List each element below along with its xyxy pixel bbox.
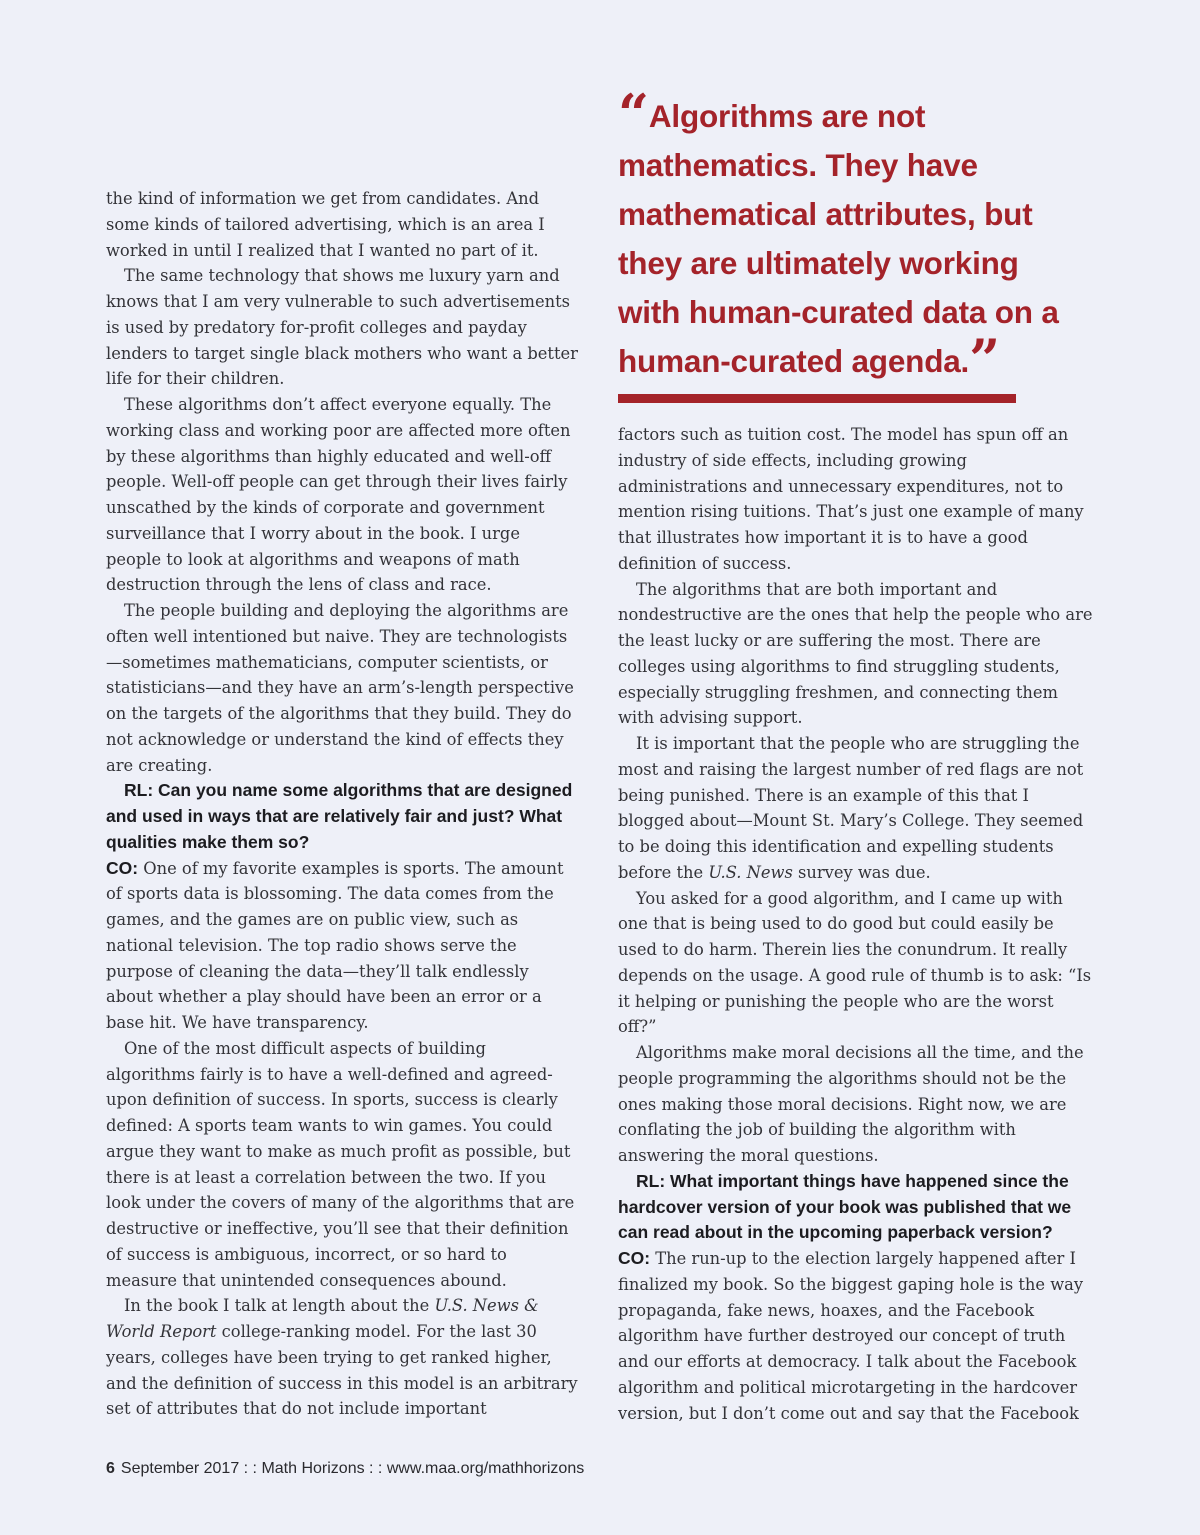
pull-quote [618,82,1088,391]
paragraph: You asked for a good algorithm, and I came up with one that is being used to do good but could easily be used to do harm. Therein lies the conundrum. It really depends on the usage. A good rule of thumb is to ask: “Is it helping or punishing the people who are the worst off?” [618,888,1092,1037]
open-quote-mark: “ [618,82,649,146]
pull-quote-text: Algorithms are not mathematics. They have mathematical attributes, but they are ultimately working with human-curated data on a human-curated agenda. [618,98,1059,379]
answer-text: The run-up to the election largely happened after I finalized my book. So the biggest gaping hole is the way propaganda, fake news, hoaxes, and the Facebook algorithm have further destroyed our concept of truth and our efforts at democracy. I talk about the Facebook algorithm and political microtargeting in the hardcover version, but I don’t come out and say that the Facebook [618,1249,1084,1423]
interview-question: RL: What important things have happened since the hardcover version of your book was published that we can read about in the upcoming paperback version? [618,1170,1072,1243]
pull-quote-rule [618,394,1016,403]
text-run: college-ranking model. For the last 30 years, colleges have been trying to get ranked higher, and the definition of success in this model is an arbitrary set of attributes that do not include important [106,1322,578,1419]
publication-title: U.S. News [708,862,793,882]
publication-title: U.S. News & World Report [106,1296,539,1341]
paragraph [618,731,1096,886]
speaker-label: CO: [618,1248,651,1268]
interview-answer [618,1246,1096,1426]
paragraph: These algorithms don’t affect everyone equally. The working class and working poor are affected more often by these algorithms than highly educated and well-off people. Well-off people can get through their lives fairly unscathed by the kinds of corporate and government surveillance that I worry about in the book. I urge people to look at algorithms and weapons of math destruction through the lens of class and race. [106,395,571,595]
paragraph: the kind of information we get from candidates. And some kinds of tailored advertising, which is an area I worked in until I realized that I wanted no part of it. [106,189,545,260]
paragraph: factors such as tuition cost. The model has spun off an industry of side effects, including growing administrations and unnecessary expenditures, not to mention rising tuitions. That’s just one example of many that illustrates how important it is to have a good definition of success. [618,425,1084,573]
speaker-label: CO: [106,857,139,878]
page-number: 6 [106,1460,115,1477]
text-run: It is important that the people who are struggling the most and raising the largest number of red flags are not being punished. There is an example of this that I blogged about—Mount St. Mary’s College. They seemed to be doing this identification and expelling students before the [618,734,1084,882]
paragraph [106,1293,580,1422]
paragraph: The people building and deploying the algorithms are often well intentioned but naive. They are technologists—sometimes mathematicians, computer scientists, or statisticians—and they have an arm’s-length perspective on the targets of the algorithms that they build. They do not acknowledge or understand the kind of effects they are creating. [106,601,574,775]
left-column [106,186,580,1422]
paragraph: One of the most difficult aspects of building algorithms fairly is to have a well-defined and agreed-upon definition of success. In sports, success is clearly defined: A sports team wants to win games. You could argue they want to make as much profit as possible, but there is at least a correlation between the two. If you look under the covers of many of the algorithms that are destructive or ineffective, you’ll see that their definition of success is ambiguous, incorrect, or so hard to measure that unintended consequences abound. [106,1038,575,1290]
paragraph: The algorithms that are both important and nondestructive are the ones that help the people who are the least lucky or are suffering the most. There are colleges using algorithms to find struggling students, especially struggling freshmen, and connecting them with advising support. [618,579,1093,728]
paragraph: The same technology that shows me luxury yarn and knows that I am very vulnerable to such advertisements is used by predatory for-profit colleges and payday lenders to target single black mothers who want a better life for their children. [106,266,578,389]
text-run: In the book I talk at length about the [124,1296,435,1316]
footer-text: September 2017 : : Math Horizons : : www.maa.org/mathhorizons [120,1460,585,1477]
right-column [618,422,1096,1426]
page-footer [106,1460,584,1478]
close-quote-mark: ” [969,327,1000,391]
paragraph: Algorithms make moral decisions all the time, and the people programming the algorithms should not be the ones making those moral decisions. Right now, we are conflating the job of building the algorithm with answering the moral questions. [618,1043,1084,1165]
interview-question: RL: Can you name some algorithms that are designed and used in ways that are relatively fair and just? What qualities make them so? [106,780,573,852]
answer-text: One of my favorite examples is sports. The amount of sports data is blossoming. The data comes from the games, and the games are on public view, such as national television. The top radio shows serve the purpose of cleaning the data—they’ll talk endlessly about whether a play should have been an error or a base hit. We have transparency. [106,858,564,1032]
text-run: survey was due. [792,862,931,882]
interview-answer [106,856,580,1036]
